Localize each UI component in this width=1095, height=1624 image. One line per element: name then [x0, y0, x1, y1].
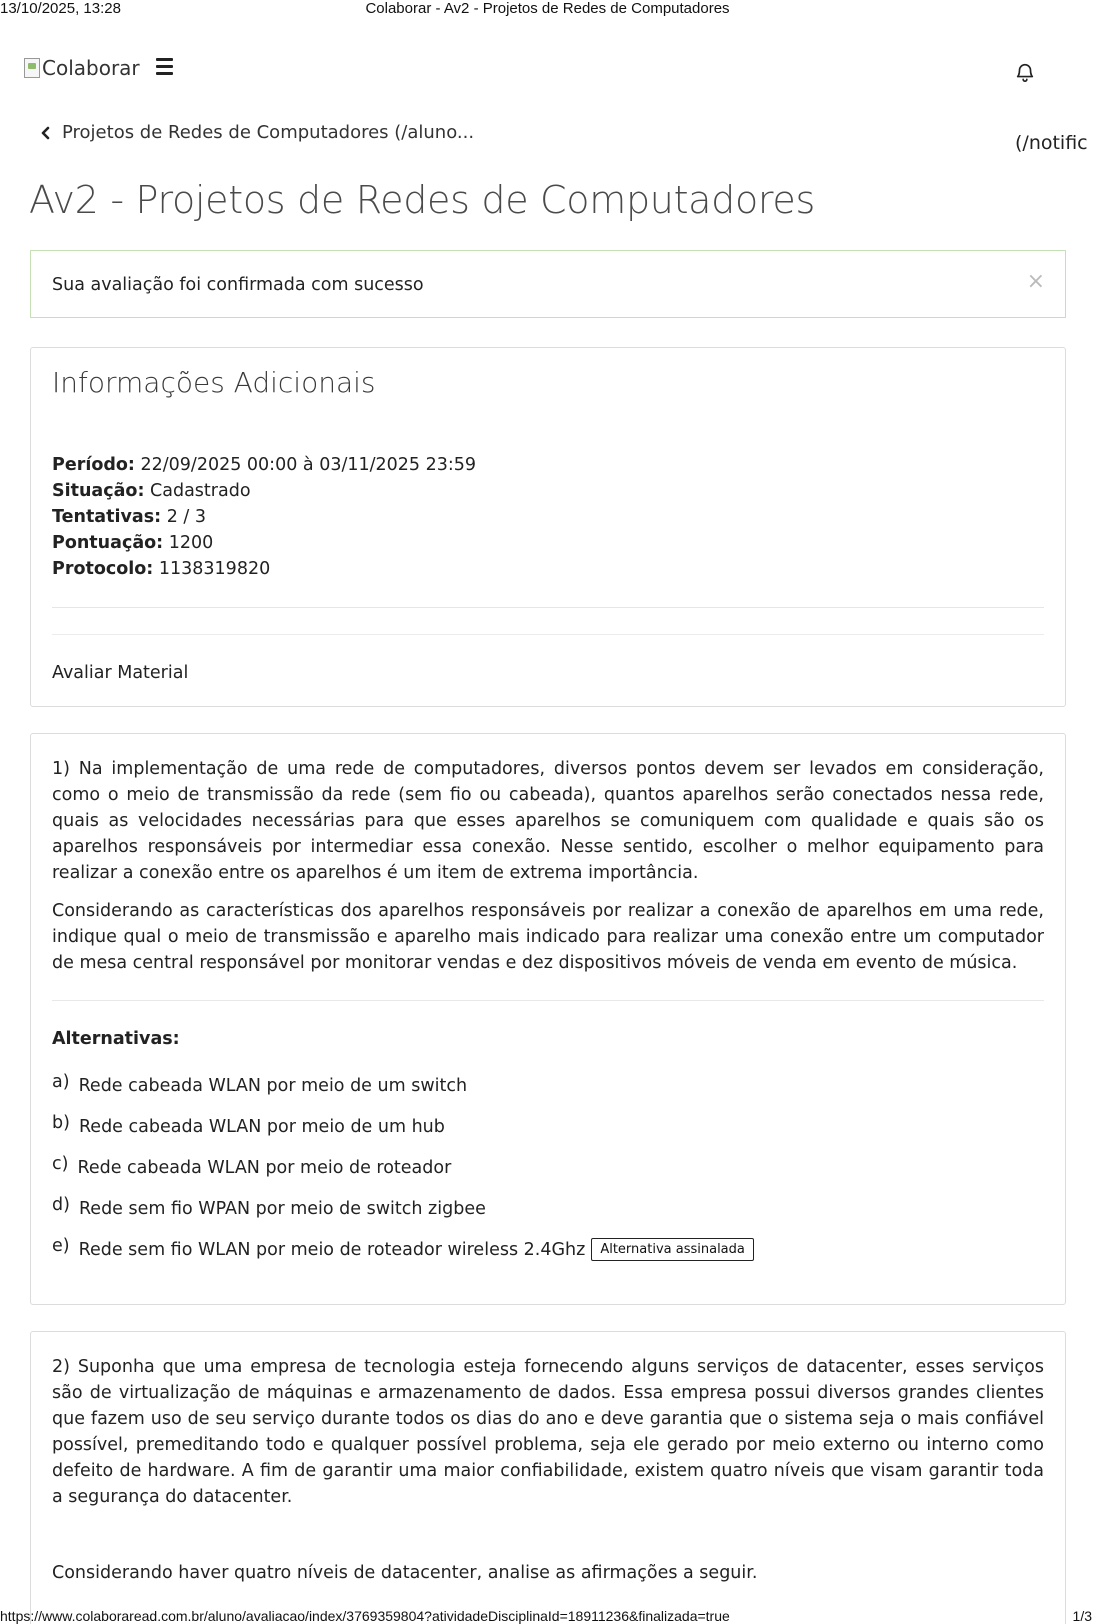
close-icon[interactable]: ×: [1026, 269, 1045, 294]
divider: [52, 607, 1044, 608]
print-page-number: 1/3: [1072, 1608, 1092, 1624]
alternative-text: Rede sem fio WPAN por meio de switch zigbee: [78, 1199, 486, 1219]
alternative-e[interactable]: [52, 1236, 754, 1263]
alternative-letter: e): [52, 1236, 70, 1256]
brand-logo[interactable]: [24, 56, 140, 80]
question-card-1: [30, 733, 1066, 1305]
logo-alt-text: Colaborar: [42, 56, 140, 80]
additional-info-card: [30, 347, 1066, 707]
alternative-letter: b): [52, 1113, 70, 1133]
question-prompt: Considerando as características dos aparelhos responsáveis por realizar a conexão de aparelhos em uma rede, indique qual o meio de transmissão e aparelho mais indicado para realizar uma conexão entre um computador de mesa central responsável por monitorar vendas e dez dispositivos móveis de venda em evento de música.: [52, 901, 1044, 973]
question-prompt: Considerando haver quatro níveis de datacenter, analise as afirmações a seguir.: [52, 1563, 758, 1583]
hamburger-menu-icon[interactable]: [156, 58, 173, 75]
info-situacao: Situação: Cadastrado: [52, 481, 251, 501]
top-navbar: [0, 48, 1095, 96]
alternatives-title: Alternativas:: [52, 1029, 180, 1049]
broken-image-icon: [24, 58, 40, 78]
alternative-a[interactable]: [52, 1072, 468, 1096]
question-card-2: [30, 1331, 1066, 1624]
alternative-text: Rede sem fio WLAN por meio de roteador wireless 2.4Ghz: [78, 1240, 586, 1260]
info-protocolo: Protocolo: 1138319820: [52, 559, 271, 579]
notifications-link[interactable]: (/notific: [1015, 132, 1088, 154]
info-tentativas: Tentativas: 2 / 3: [52, 507, 206, 527]
alternative-text: Rede cabeada WLAN por meio de um switch: [78, 1076, 468, 1096]
chevron-left-icon: [36, 123, 56, 143]
info-periodo: Período: 22/09/2025 00:00 à 03/11/2025 23:59: [52, 455, 477, 475]
alternative-letter: a): [52, 1072, 70, 1092]
alternative-letter: d): [52, 1195, 70, 1215]
selected-answer-badge: Alternativa assinalada: [591, 1238, 754, 1261]
bell-icon[interactable]: [1014, 60, 1036, 84]
divider: [52, 634, 1044, 635]
question-statement: 1) Na implementação de uma rede de computadores, diversos pontos devem ser levados em consideração, como o meio de transmissão da rede (sem fio ou cabeada), quantos aparelhos serão conectados nessa rede, quais as velocidades necessárias para que esses aparelhos se comuniquem com qualidade e quais são os aparelhos responsáveis por intermediar essa conexão. Nesse sentido, escolher o melhor equipamento para realizar a conexão entre os aparelhos é um item de extrema importância.: [52, 759, 1044, 883]
print-datetime: 13/10/2025, 13:28: [0, 0, 121, 17]
alternative-d[interactable]: [52, 1195, 486, 1219]
info-pontuacao: Pontuação: 1200: [52, 533, 214, 553]
alternative-c[interactable]: [52, 1154, 452, 1178]
question-statement: 2) Suponha que uma empresa de tecnologia esteja fornecendo alguns serviços de datacenter, esses serviços são de virtualização de máquinas e armazenamento de dados. Essa empresa possui diversos grandes clientes que fazem uso de seu serviço durante todos os dias do ano e deve garantia que o sistema seja o mais confiável possível, premeditando todo e qualquer possível problema, seja ele gerado por meio externo ou interno como defeito de hardware. A fim de garantir uma maior confiabilidade, existem quatro níveis que visam garantir toda a segurança do datacenter.: [52, 1357, 1044, 1507]
alternative-letter: c): [52, 1154, 69, 1174]
rate-material-link[interactable]: Avaliar Material: [52, 663, 189, 683]
alert-message: Sua avaliação foi confirmada com sucesso: [52, 275, 424, 295]
back-to-course-link[interactable]: [36, 122, 474, 143]
alternative-b[interactable]: [52, 1113, 445, 1137]
print-footer-url: https://www.colaboraread.com.br/aluno/avaliacao/index/3769359804?atividadeDisciplinaId=18911236&finalizada=true: [0, 1608, 730, 1624]
info-card-title: Informações Adicionais: [52, 366, 376, 399]
alternative-text: Rede cabeada WLAN por meio de roteador: [77, 1158, 452, 1178]
success-alert: [30, 250, 1066, 318]
page-title: Av2 - Projetos de Redes de Computadores: [29, 178, 815, 222]
print-document-title: Colaborar - Av2 - Projetos de Redes de Computadores: [365, 0, 730, 17]
back-link-label: Projetos de Redes de Computadores (/aluno...: [62, 122, 475, 143]
alternative-text: Rede cabeada WLAN por meio de um hub: [78, 1117, 445, 1137]
info-list: [52, 452, 476, 582]
divider: [52, 1000, 1044, 1001]
